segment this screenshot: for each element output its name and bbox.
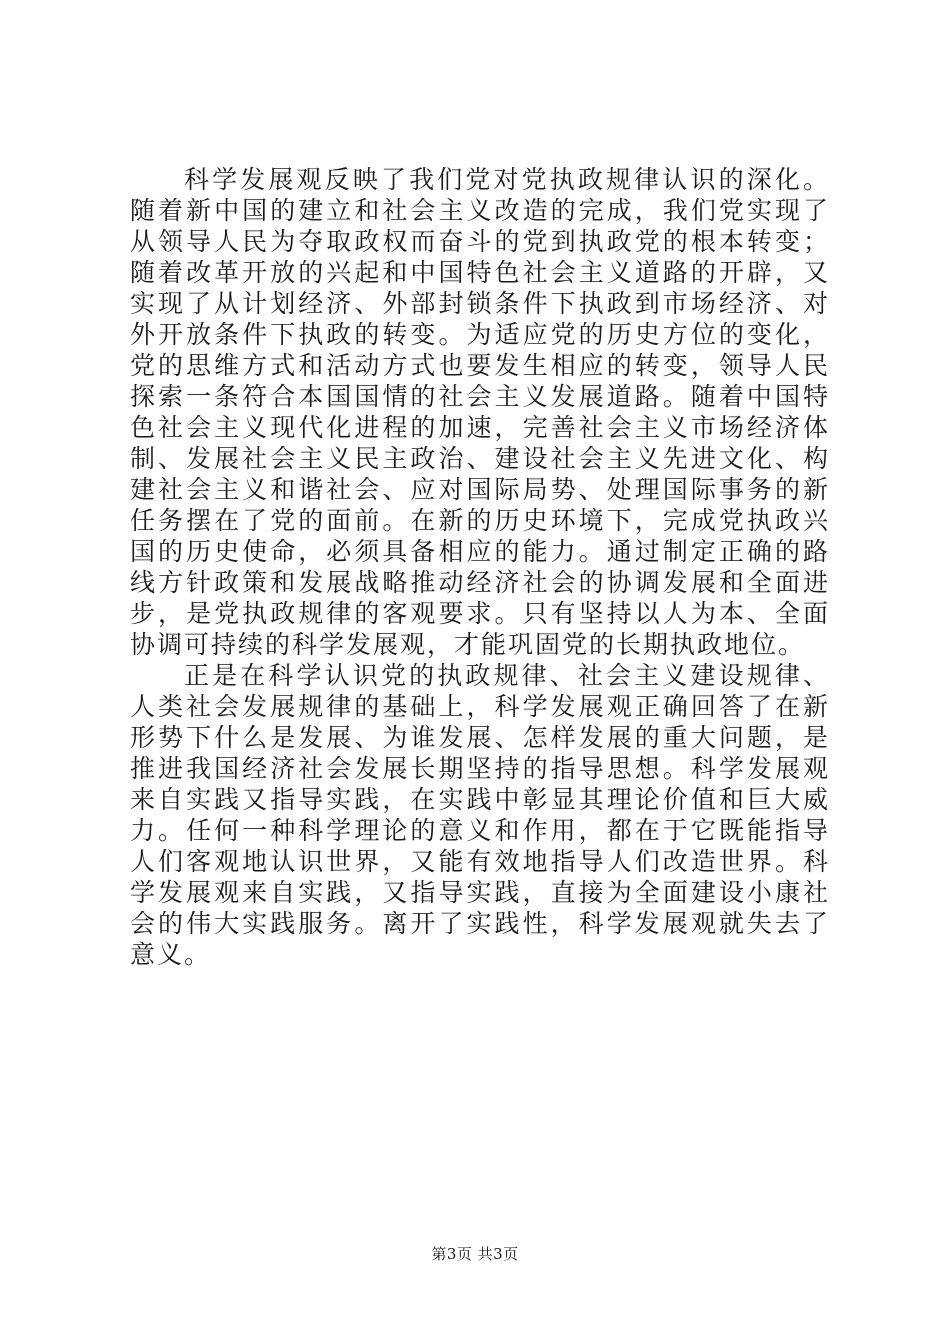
paragraph-2: 正是在科学认识党的执政规律、社会主义建设规律、人类社会发展规律的基础上，科学发展观正确回答了在新形势下什么是发展、为谁发展、怎样发展的重大问题，是推进我国经济社会发展长期坚持的指导思想。科学发展观来自实践又指导实践，在实践中彰显其理论价值和巨大威力。任何一种科学理论的意义和作用，都在于它既能指导人们客观地认识世界，又能有效地指导人们改造世界。科学发展观来自实践，又指导实践，直接为全面建设小康社会的伟大实践服务。离开了实践性，科学发展观就失去了意义。 (130, 661, 830, 969)
document-body (130, 164, 830, 970)
paragraph-1: 科学发展观反映了我们党对党执政规律认识的深化。随着新中国的建立和社会主义改造的完成，我们党实现了从领导人民为夺取政权而奋斗的党到执政党的根本转变；随着改革开放的兴起和中国特色社会主义道路的开辟，又实现了从计划经济、外部封锁条件下执政到市场经济、对外开放条件下执政的转变。为适应党的历史方位的变化，党的思维方式和活动方式也要发生相应的转变，领导人民探索一条符合本国国情的社会主义发展道路。随着中国特色社会主义现代化进程的加速，完善社会主义市场经济体制、发展社会主义民主政治、建设社会主义先进文化、构建社会主义和谐社会、应对国际局势、处理国际事务的新任务摆在了党的面前。在新的历史环境下，完成党执政兴国的历史使命，必须具备相应的能力。通过制定正确的路线方针政策和发展战略推动经济社会的协调发展和全面进步，是党执政规律的客观要求。只有坚持以人为本、全面协调可持续的科学发展观，才能巩固党的长期执政地位。 (130, 165, 830, 659)
page-number-footer: 第3页 共3页 (431, 1245, 519, 1263)
